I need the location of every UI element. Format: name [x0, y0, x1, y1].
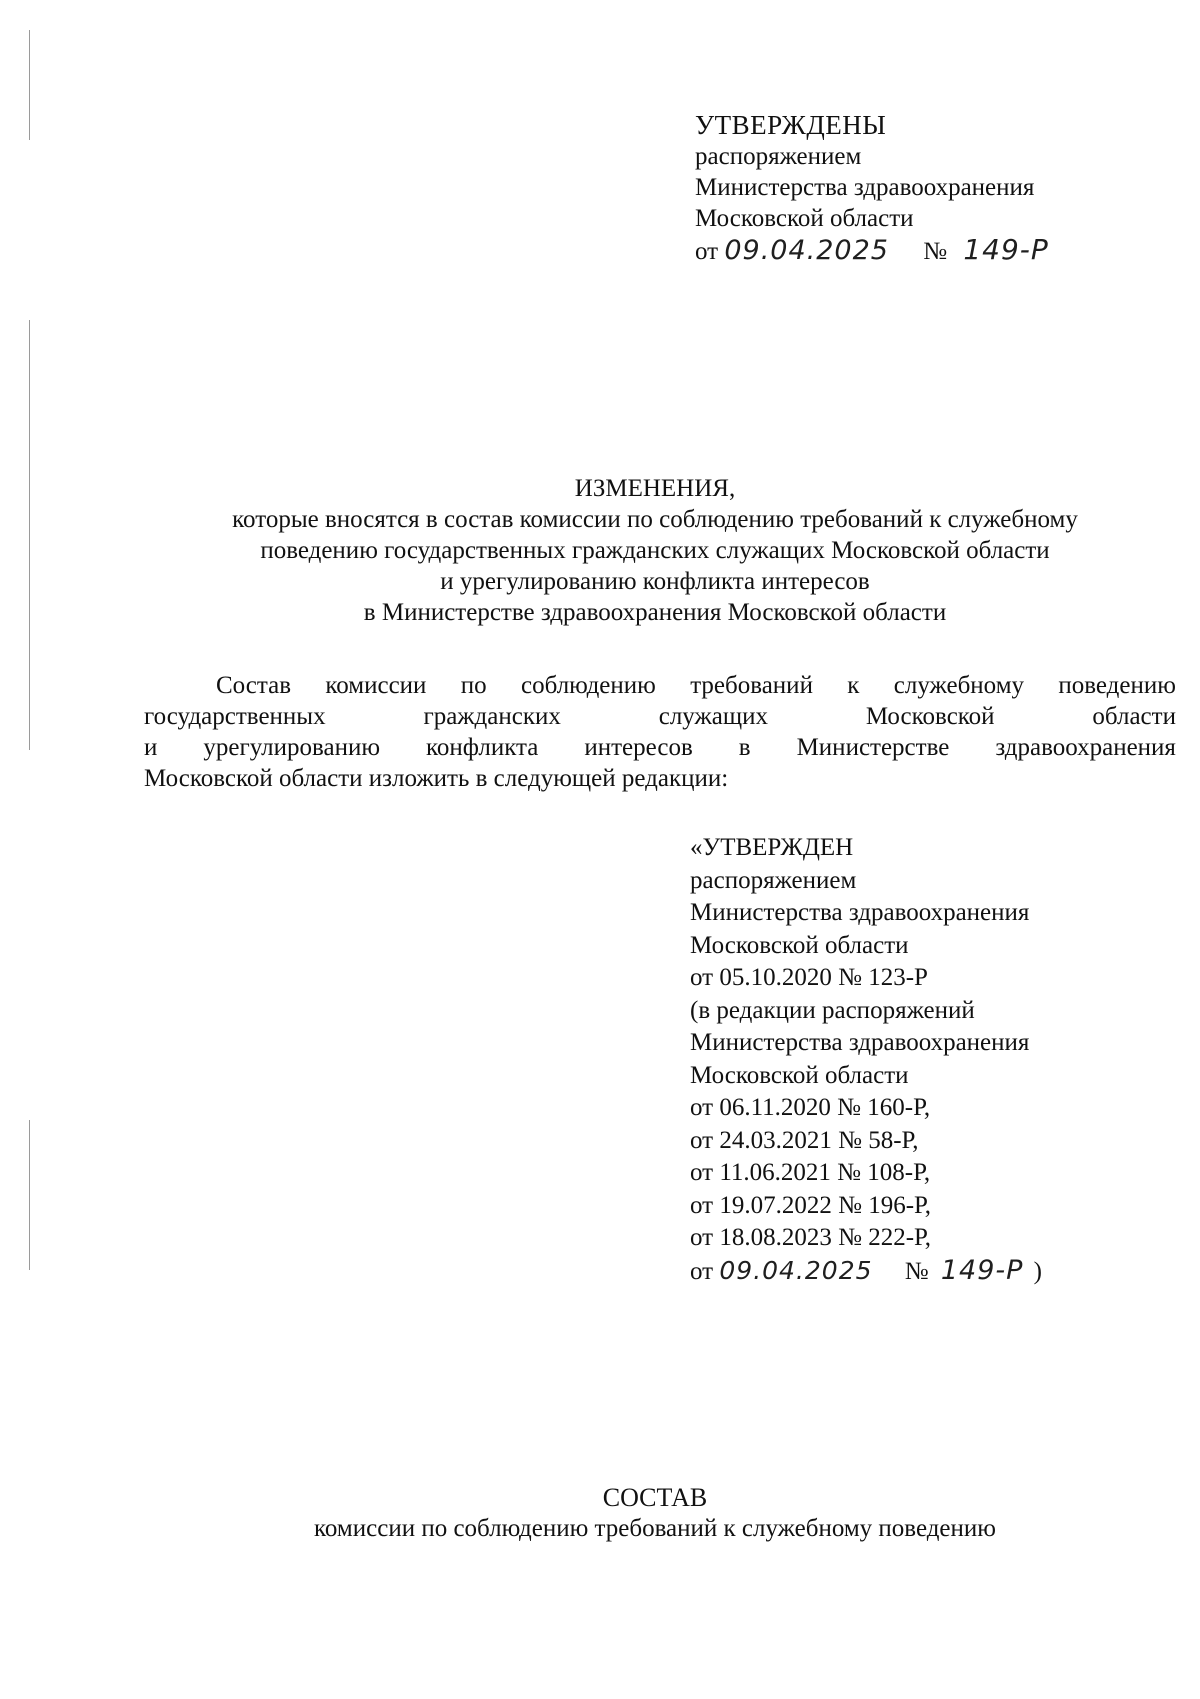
quote-line: от 19.07.2022 № 196-Р,: [690, 1191, 932, 1219]
paragraph-word: урегулированию: [203, 734, 381, 761]
paragraph-word: конфликта: [426, 734, 539, 761]
scan-margin-line: [29, 1120, 30, 1270]
approval-line: Министерства здравоохранения: [695, 174, 1035, 201]
quote-line: от 05.10.2020 № 123-Р: [690, 964, 928, 991]
approval-line: распоряжением: [695, 143, 862, 170]
quote-line: от 06.11.2020 № 160-Р,: [690, 1094, 931, 1121]
number-sign: №: [904, 1257, 929, 1285]
quote-last-line: [690, 1255, 1042, 1289]
quote-line: от 11.06.2021 № 108-Р,: [690, 1159, 931, 1186]
quote-line: Московской области: [690, 1061, 909, 1089]
paragraph-word: государственных: [144, 703, 326, 730]
handwritten-number: 149-Р: [940, 1254, 1024, 1286]
composition-title: СОСТАВ: [602, 1483, 708, 1512]
paragraph-line: [144, 732, 1176, 763]
quote-line: Министерства здравоохранения: [690, 899, 1030, 926]
paragraph-line: [144, 701, 1176, 732]
handwritten-date: 09.04.2025: [719, 1255, 873, 1285]
changes-heading: [130, 473, 1180, 628]
heading-line: и урегулированию конфликта интересов: [440, 568, 870, 595]
paragraph-line: Московской области изложить в следующей редакции:: [144, 765, 729, 792]
composition-subtitle: комиссии по соблюдению требований к служебному поведению: [314, 1515, 996, 1542]
closing-parenthesis: ): [1033, 1257, 1042, 1285]
quote-title: «УТВЕРЖДЕН: [690, 834, 854, 861]
paragraph-word: Состав: [216, 672, 292, 699]
paragraph-word: к: [847, 672, 860, 699]
paragraph-word: интересов: [584, 734, 693, 761]
paragraph-word: и: [144, 734, 158, 761]
approval-from-prefix: от: [695, 238, 719, 265]
approval-date-line: [695, 234, 1049, 267]
heading-line: поведению государственных гражданских служащих Московской области: [260, 537, 1050, 564]
quote-from-prefix: от: [690, 1257, 714, 1285]
heading-title: ИЗМЕНЕНИЯ,: [574, 475, 736, 502]
quote-line: распоряжением: [690, 866, 857, 894]
paragraph-word: Министерстве: [796, 734, 950, 761]
paragraph-word: Московской: [865, 703, 995, 730]
paragraph-word: поведению: [1058, 672, 1176, 699]
heading-line: которые вносятся в состав комиссии по соблюдению требований к служебному: [232, 506, 1078, 533]
quote-line: Московской области: [690, 931, 909, 959]
paragraph-word: в: [738, 734, 751, 761]
quote-line: от 24.03.2021 № 58-Р,: [690, 1126, 919, 1154]
approval-title: УТВЕРЖДЕНЫ: [695, 110, 887, 140]
paragraph-word: служебному: [893, 672, 1025, 699]
paragraph-word: области: [1092, 703, 1176, 730]
paragraph-word: по: [460, 672, 487, 699]
number-sign: №: [923, 238, 948, 265]
scan-margin-line: [29, 30, 30, 140]
quote-approval-block: [690, 832, 1042, 1288]
quote-line: Министерства здравоохранения: [690, 1029, 1030, 1056]
paragraph-word: требований: [690, 672, 813, 699]
handwritten-number: 149-Р: [963, 233, 1049, 266]
heading-line: в Министерстве здравоохранения Московской области: [363, 599, 947, 626]
scan-margin-line: [29, 320, 30, 750]
quote-line: (в редакции распоряжений: [690, 996, 975, 1024]
quote-line: от 18.08.2023 № 222-Р,: [690, 1224, 932, 1251]
paragraph-word: здравоохранения: [995, 734, 1176, 761]
paragraph-word: гражданских: [423, 703, 561, 730]
paragraph-word: комиссии: [325, 672, 427, 699]
paragraph-line: [144, 670, 1176, 701]
paragraph-word: служащих: [658, 703, 768, 730]
handwritten-date: 09.04.2025: [724, 235, 889, 266]
paragraph-word: соблюдению: [521, 672, 656, 699]
body-paragraph: [144, 670, 1176, 794]
composition-heading: [130, 1482, 1180, 1544]
approval-block: [695, 110, 1049, 267]
approval-line: Московской области: [695, 205, 914, 232]
